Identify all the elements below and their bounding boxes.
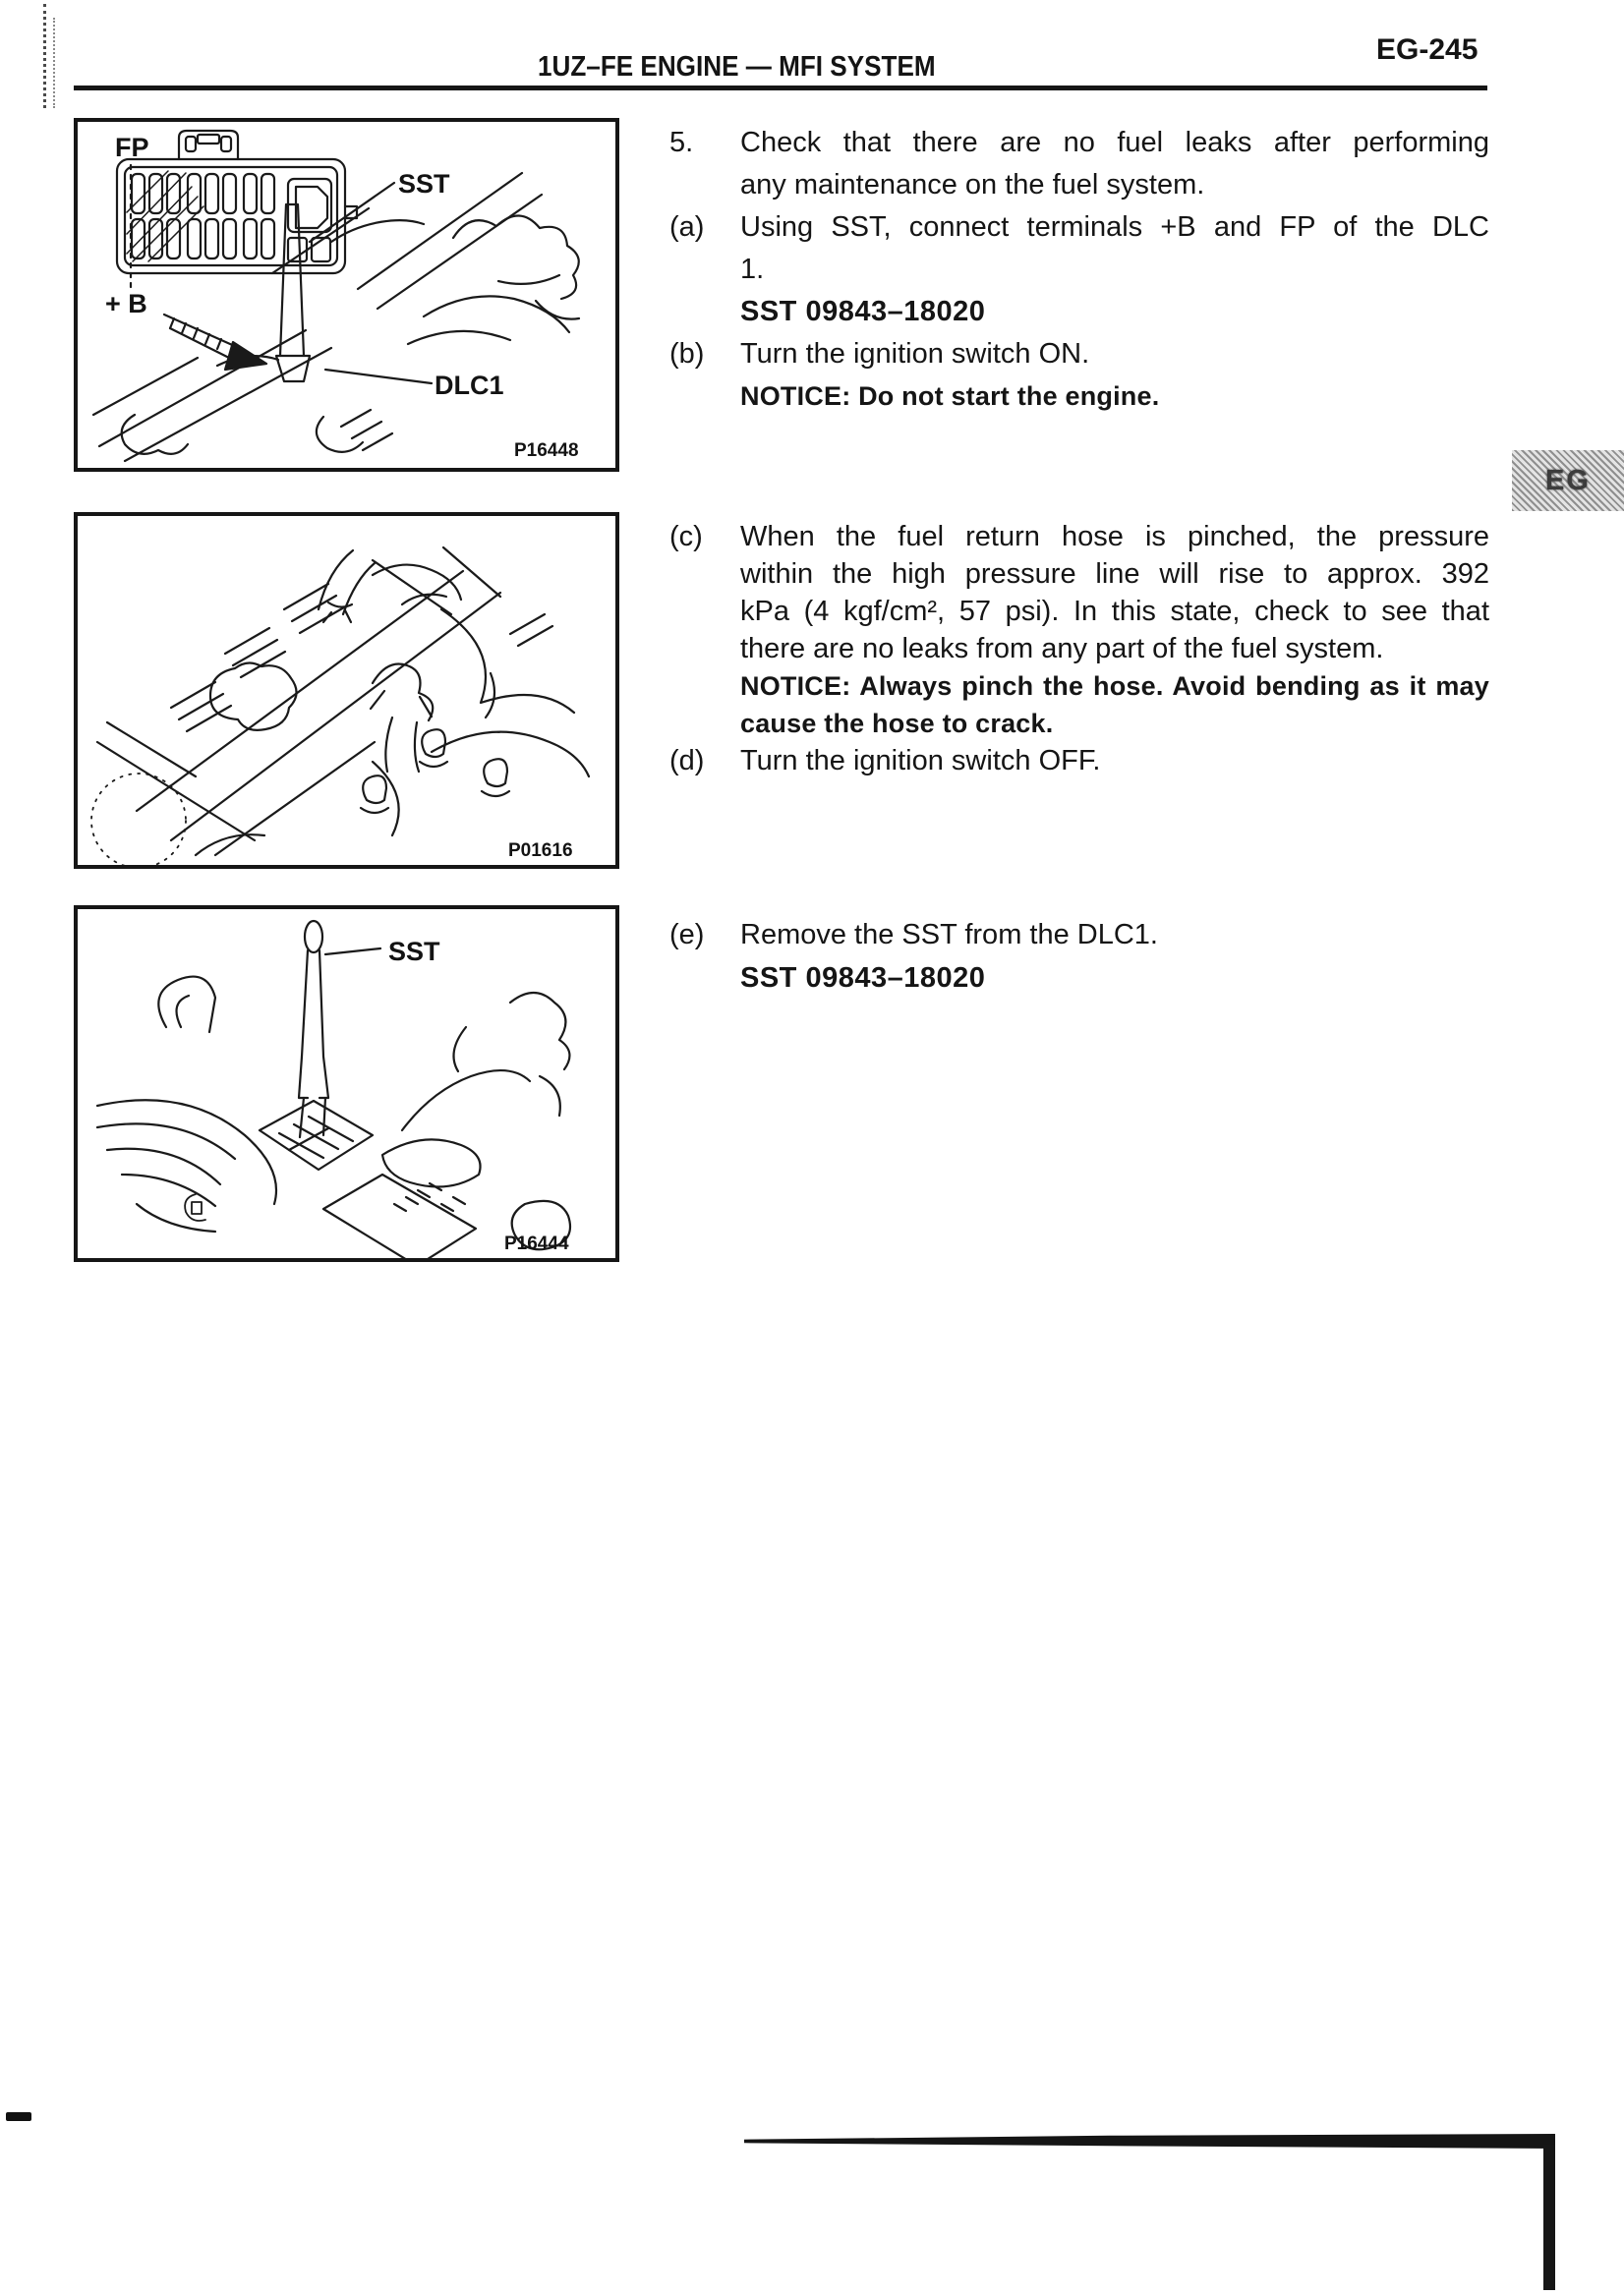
step-text: When the fuel return hose is pinched, the pressure within the high pressure line will rise to approx. 392 kPa (4 kgf/cm², 57 psi). In this state, check to see that there are no leaks from any part of the fuel system. — [740, 521, 1489, 664]
step-text: Turn the ignition switch OFF. — [740, 745, 1101, 776]
step-text: Check that there are no fuel leaks after performing any maintenance on the fuel system. — [740, 127, 1489, 201]
label-plus-b: + B — [105, 289, 147, 318]
scan-artifact-dash — [6, 2112, 31, 2121]
sst-code-text: SST 09843–18020 — [740, 296, 986, 327]
step-text: Remove the SST from the DLC1. — [740, 919, 1158, 950]
figure-fuel-return-hose — [74, 512, 619, 869]
label-dlc1: DLC1 — [435, 371, 504, 400]
instruction-block-bottom — [669, 913, 1489, 1000]
step-text: Turn the ignition switch ON. — [740, 338, 1090, 370]
scan-artifact-dots — [43, 4, 46, 108]
step-d — [669, 742, 1489, 779]
step-marker: (c) — [669, 521, 703, 552]
page-title: 1UZ–FE ENGINE — MFI SYSTEM — [538, 51, 936, 83]
notice-text: NOTICE: Do not start the engine. — [740, 381, 1160, 411]
step-marker: (e) — [669, 919, 705, 950]
step-b — [669, 333, 1489, 375]
scan-artifact-dots — [53, 18, 55, 108]
figure-remove-sst — [74, 905, 619, 1262]
engine-line-art — [97, 921, 570, 1258]
label-sst: SST — [398, 169, 450, 199]
step-marker: (a) — [669, 211, 705, 243]
pinched-hose-drawing — [371, 663, 433, 772]
sst-part-number — [669, 291, 1489, 333]
sst-code-text: SST 09843–18020 — [740, 962, 986, 994]
step-5 — [669, 122, 1489, 206]
page-number: EG-245 — [1376, 33, 1479, 66]
figure-sst-dlc1-connection — [74, 118, 619, 472]
scan-artifact-line-vertical — [1543, 2145, 1555, 2290]
arrow-to-dlc1 — [164, 315, 266, 370]
step-a — [669, 206, 1489, 291]
step-e — [669, 913, 1489, 956]
step-marker: 5. — [669, 127, 694, 158]
dlc1-block-drawing — [260, 1101, 373, 1170]
instruction-block-middle — [669, 518, 1489, 779]
figure-code: P16448 — [514, 440, 579, 461]
notice-b — [669, 375, 1489, 418]
step-text: Using SST, connect terminals +B and FP of the DLC 1. — [740, 211, 1489, 285]
sst-part-number — [669, 956, 1489, 1000]
notice-c — [669, 667, 1489, 742]
engine-line-art — [93, 131, 579, 461]
engine-line-art — [91, 547, 589, 865]
figure-code: P01616 — [508, 840, 573, 861]
step-marker: (b) — [669, 338, 705, 370]
engine-illustration — [78, 122, 615, 468]
notice-text: NOTICE: Always pinch the hose. Avoid bending as it may cause the hose to crack. — [740, 671, 1489, 738]
sst-tool-drawing — [299, 921, 328, 1137]
label-fp: FP — [115, 133, 149, 162]
header-rule — [74, 86, 1487, 90]
dlc1-connector-pinout — [117, 131, 357, 273]
section-tab-label: EG — [1545, 464, 1591, 496]
step-marker: (d) — [669, 745, 705, 776]
figure-code: P16444 — [504, 1234, 569, 1254]
engine-illustration — [78, 516, 615, 865]
section-tab-eg — [1512, 450, 1624, 511]
engine-illustration — [78, 909, 615, 1258]
scan-artifact-line-horizontal — [744, 2134, 1555, 2149]
label-sst: SST — [388, 937, 440, 966]
instruction-block-top — [669, 122, 1489, 418]
step-c — [669, 518, 1489, 667]
